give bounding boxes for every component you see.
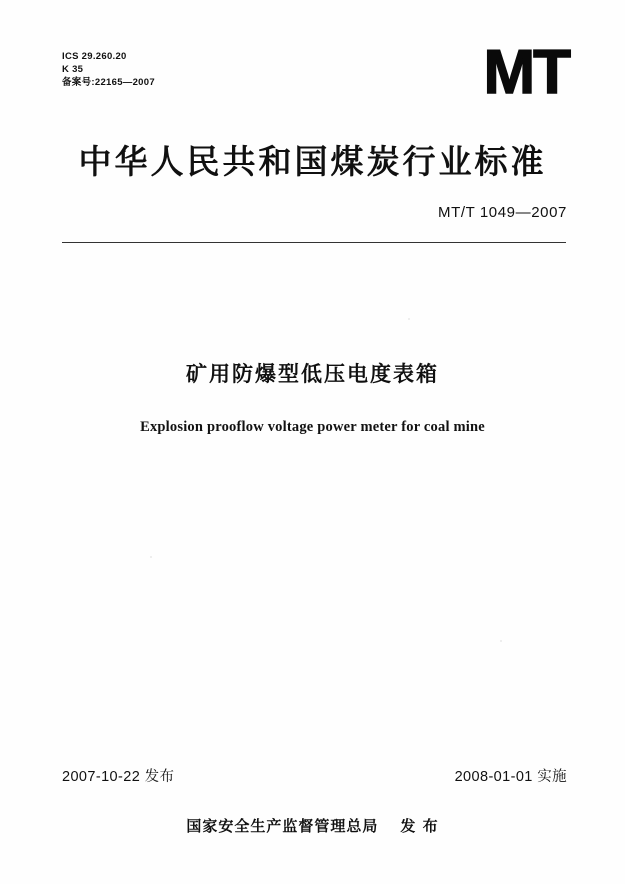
issuer-name: 国家安全生产监督管理总局: [186, 817, 379, 835]
standard-number: MT/T 1049—2007: [437, 204, 567, 221]
issuer-action: 发 布: [400, 817, 439, 835]
issuer-line: [0, 815, 625, 836]
horizontal-divider: [62, 242, 566, 243]
paper-speckle: [408, 318, 410, 320]
paper-speckle: [500, 640, 502, 642]
classification-code: K 35: [62, 64, 84, 75]
effective-date: 2008-01-01 实施: [454, 769, 567, 785]
paper-speckle: [150, 556, 152, 558]
cover-meta-block: [62, 50, 155, 89]
issue-date: 2007-10-22 发布: [62, 769, 175, 785]
record-number: 备案号:22165—2007: [62, 77, 155, 88]
document-title-en: Explosion prooflow voltage power meter for coal mine: [140, 419, 485, 435]
document-title-cn: 矿用防爆型低压电度表箱: [186, 362, 439, 386]
mt-logo: MT: [483, 38, 569, 107]
ics-code: ICS 29.260.20: [62, 51, 127, 62]
standard-title-cn: 中华人民共和国煤炭行业标准: [78, 142, 547, 181]
